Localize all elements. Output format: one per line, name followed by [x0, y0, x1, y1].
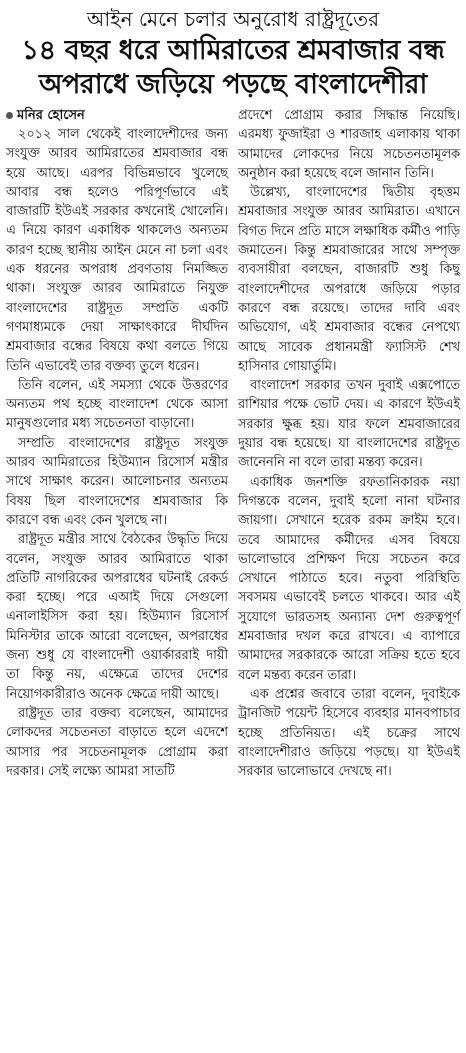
headline-line-2: অপরাধে জড়িয়ে পড়ছে বাংলাদেশীরা — [39, 69, 427, 100]
kicker: আইন মেনে চলার অনুরোধ রাষ্ট্রদূতের — [86, 7, 380, 31]
paragraph: রাষ্ট্রদূত তার বক্তব্য বলেছেন, আমাদের লোকদের সচেতনতা বাড়াতে হলে এদেশে আসার পর সচেতনামূলক প্রোগ্রাম করা দরকার। সেই লক্ষ্যে আমরা সাতটি — [6, 705, 228, 779]
byline — [6, 106, 228, 125]
paragraph: তিনি বলেন, এই সমস্যা থেকে উত্তরণের অন্যতম পথ হচ্ছে বাংলাদেশ থেকে আসা মানুষগুলোর মধ্য সচেতনতা বাড়ানো। — [6, 377, 228, 432]
paragraph: প্রদেশে প্রোগ্রাম করার সিদ্ধান্ত নিয়েছি। এরমধ্য ফুজাইরা ও শারজাহ এলাকায় থাকা আমাদের লোকদের নিয়ে সচেতনতামূলক অনুষ্ঠান করা হয়েছে বলে জানান তিনি। — [238, 108, 460, 181]
paragraph: বাংলাদেশ সরকার তখন দুবাই এক্সপোতে রাশিয়ার পক্ষে ভোট দেয়। এ কারণে ইউএই সরকার ক্ষুব্ধ হয়। যার ফলে শ্রমবাজারের দুয়ার বন্ধ হয়েছে। যা বাংলাদেশের রাষ্ট্রদূত জানেননি না বলে তারা মন্তব্য করেন। — [238, 378, 460, 471]
paragraph: একাধিক জনশক্তি রফতানিকারক নয়া দিগন্তকে বলেন, দুবাই হলো নানা ঘটনার জায়গা। সেখানে হরেক রকম ক্রাইম হবে। তবে আমাদের কর্মীদের এসব বিষয়ে ভালোভাবে প্রশিক্ষণ দিয়ে সচেতন করে সেখানে পাঠাতে হবে। নতুবা পরিস্থিতি সবসময় এভাবেই চলতে থাকবে। আর এই সুযোগে ভারতসহ অন্যান্য দেশ গুরুত্বপূর্ণ শ্রমবাজার দখল করে রাখবে। এ ব্যাপারে আমাদের সরকারকে আরো সক্রিয় হতে হবে বলে মন্তব্য করেন তারা। — [238, 474, 460, 683]
paragraph: উল্লেখ্য, বাংলাদেশের দ্বিতীয় বৃহত্তম শ্রমবাজার সংযুক্ত আরব আমিরাত। এখানে বিগত দিনে প্রতি মাসে লক্ষাধিক কর্মীও পাড়ি জমাতেন। কিন্তু শ্রমবাজারের সাথে সম্পৃক্ত ব্যবসায়ীরা বলছেন, বাজারটি শুধু কিছু বাংলাদেশীদের অপরাধে জড়িয়ে পড়ার কারণে বন্ধ রয়েছে। তাদের দাবি এবং অভিযোগ, এই শ্রমবাজার বন্ধের নেপথ্যে আছে সাবেক প্রধানমন্ত্রী ফ্যাসিস্ট শেখ হাসিনার গোয়ার্তুমি। — [238, 185, 460, 374]
article-body — [6, 106, 460, 781]
paragraph: এক প্রশ্নের জবাবে তারা বলেন, দুবাইকে ট্রানজিট পয়েন্ট হিসেবে ব্যবহার মানবপাচার হচ্ছে প্রতিনিয়ত। এই চক্রের সাথে বাংলাদেশীরাও জড়িয়ে পড়ছে। যা ইউএই সরকার ভালোভাবে দেখছে না। — [238, 686, 460, 780]
paragraph: সম্প্রতি বাংলাদেশের রাষ্ট্রদূত সংযুক্ত আরব আমিরাতের হিউম্যান রিসোর্স মন্ত্রীর সাথে সাক্ষাৎ করেন। আলোচনার অন্যতম বিষয় ছিল বাংলাদেশের শ্রমবাজার কি কারণে বন্ধ এবং কেন খুলছে না। — [6, 435, 228, 528]
right-column — [238, 106, 460, 781]
left-column — [6, 106, 228, 781]
paragraph: ২০১২ সাল থেকেই বাংলাদেশীদের জন্য সংযুক্ত আরব আমিরাতের শ্রমবাজার বন্ধ হয়ে আছে। এরপর বিভিন্নভাবে খুলেছে আবার বন্ধ হলেও পরিপূর্ণভাবে এই বাজারটি ইউএই সরকার কখনোই খোলেনি। এ নিয়ে কারণ একাধিক থাকলেও অন্যতম কারণ হচ্ছে স্থানীয় আইন মেনে না চলা এবং এক ধরনের অপরাধ প্রবণতায় নিমজ্জিত থাকা। সংযুক্ত আরব আমিরাতে নিযুক্ত বাংলাদেশের রাষ্ট্রদূত সম্প্রতি একটি গণমাধ্যমকে দেয়া সাক্ষাৎকারে দীর্ঘদিন শ্রমবাজার বন্ধের বিষয়ে কথা বলতে গিয়ে তিনি এভাবেই তার বক্তব্য তুলে ধরেন। — [6, 127, 228, 374]
author-name: মনির হোসেন — [17, 108, 85, 123]
headline-line-1: ১৪ বছর ধরে আমিরাতের শ্রমবাজার বন্ধ — [21, 35, 445, 66]
bullet-icon — [6, 112, 13, 119]
paragraph: রাষ্ট্রদূত মন্ত্রীর সাথে বৈঠকের উদ্ধৃতি দিয়ে বলেন, সংযুক্ত আরব আমিরাতে থাকা প্রতিটি নাগরিকের অপরাধের ঘটনাই রেকর্ড করা হচ্ছে। পরে এআই দিয়ে সেগুলো এনালাইসিস করা হয়। হিউম্যান রিসোর্স মিনিস্টার তাকে আরো বলেছেন, অপরাধের জন্য শুধু যে বাংলাদেশী ওয়ার্কাররাই দায়ী তা কিন্তু নয়, এক্ষেত্রে তাদের দেশের নিয়োগকারীরাও অনেক ক্ষেত্রে দায়ী আছে। — [6, 532, 228, 702]
